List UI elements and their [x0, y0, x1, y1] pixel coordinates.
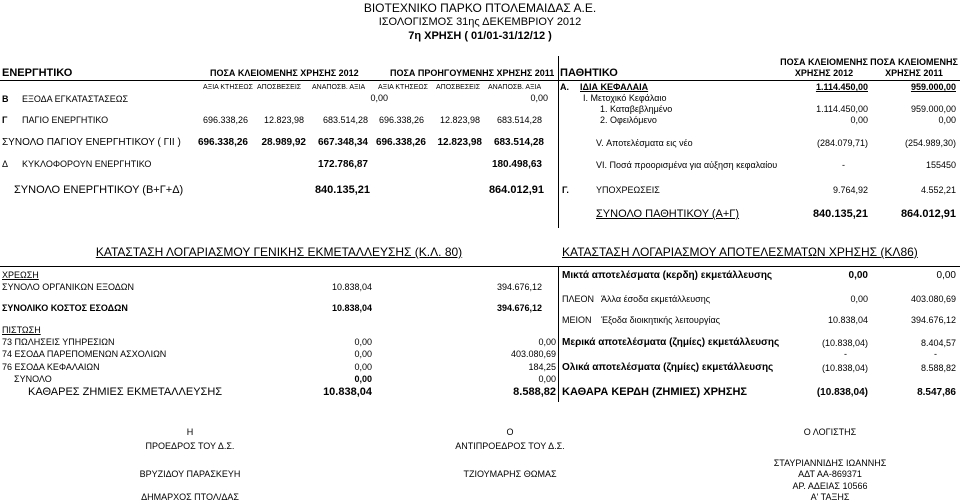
plus-label: ΠΛΕΟΝ [562, 294, 595, 304]
assets-total-2011: 864.012,91 [488, 184, 544, 196]
sig3-line1: Ο ΛΟΓΙΣΤΗΣ [803, 427, 857, 437]
admin-expenses-2011: 394.676,12 [910, 315, 956, 325]
net-loss-label: ΚΑΘΑΡΕΣ ΖΗΜΙΕΣ ΕΚΜΕΤΑΛΛΕΥΣΗΣ [28, 386, 223, 398]
value-a-2011: 959.000,00 [910, 82, 956, 92]
partial-results-2011: 8.404,57 [920, 338, 956, 348]
sub-col: ΑΞΙΑ ΚΤΗΣΕΩΣ [203, 84, 253, 91]
partial-results-2012: (10.838,04) [821, 338, 868, 348]
sub-col: ΑΠΟΣΒΕΣΕΙΣ [257, 84, 302, 91]
value-b-2012: 0,00 [370, 93, 388, 103]
sig3-line5: Α' ΤΑΞΗΣ [810, 492, 850, 502]
general-ops-title: ΚΑΤΑΣΤΑΣΗ ΛΟΓΑΡΙΑΣΜΟΥ ΓΕΝΙΚΗΣ ΕΚΜΕΤΑΛΛΕΥΣΗΣ (Κ.Λ. 80) [95, 245, 463, 259]
value-i1-2012: 1.114.450,00 [816, 104, 868, 114]
row-label-g: Γ [2, 115, 8, 125]
net-loss-2012: 10.838,04 [323, 386, 372, 398]
assets-title: ΕΝΕΡΓΗΤΙΚΟ [2, 67, 73, 79]
sig3-line3: ΑΔΤ ΑΑ-869371 [798, 469, 862, 479]
row-label-d: Δ [2, 159, 9, 169]
value-vi-2011: 155450 [925, 160, 956, 170]
row-76-2011: 184,25 [528, 362, 556, 372]
liabilities-total-2012: 840.135,21 [812, 208, 868, 220]
total-cost-label: ΣΥΝΟΛΙΚΟ ΚΟΣΤΟΣ ΕΣΟΔΩΝ [2, 303, 128, 313]
row-76-2012: 0,00 [354, 362, 372, 372]
value-d-2012: 172.786,87 [317, 159, 368, 170]
value-b-2011: 0,00 [530, 93, 548, 103]
total-cost-2011: 394.676,12 [496, 303, 542, 313]
credit-label: ΠΙΣΤΩΣΗ [2, 325, 41, 335]
credit-sum-2012: 0,00 [354, 374, 372, 384]
net-profit-2011: 8.547,86 [917, 387, 956, 398]
net-loss-2011: 8.588,82 [513, 386, 556, 398]
row-text-a: ΙΔΙΑ ΚΕΦΑΛΑΙΑ [580, 82, 649, 92]
total-cost-2012: 10.838,04 [331, 303, 372, 313]
minus-label: ΜΕΙΟΝ [562, 315, 592, 325]
value-vi-2012: - [842, 160, 845, 170]
partial-results-label: Μερικά αποτελέσματα (ζημίες) εκμετάλλευσης [562, 337, 780, 348]
value-a-2012: 1.114.450,00 [815, 82, 868, 92]
sig2-line1: Ο [506, 427, 514, 437]
sig1-line1: Η [186, 427, 194, 437]
dash-2011: - [934, 349, 937, 359]
admin-expenses-2012: 10.838,04 [827, 315, 868, 325]
value-liab-g-2012: 9.764,92 [832, 185, 868, 195]
fixed-value: 696.338,26 [197, 137, 248, 148]
row-text-v: V. Αποτελέσματα εις νέο [596, 138, 693, 148]
other-income-2012: 0,00 [850, 294, 868, 304]
assets-col-2012: ΠΟΣΑ ΚΛΕΙΟΜΕΝΗΣ ΧΡΗΣΗΣ 2012 [210, 68, 359, 78]
value-g: 696.338,26 [202, 115, 248, 125]
value-g: 12.823,98 [439, 115, 480, 125]
fiscal-period: 7η ΧΡΗΣΗ ( 01/01-31/12/12 ) [408, 30, 552, 42]
row-text-liab-g: ΥΠΟΧΡΕΩΣΕΙΣ [596, 185, 660, 195]
header-divider [0, 80, 960, 81]
liabilities-total-label: ΣΥΝΟΛΟ ΠΑΘΗΤΙΚΟΥ (Α+Γ) [596, 208, 740, 220]
sub-col: ΑΝΑΠΟΣΒ. ΑΞΙΑ [488, 84, 542, 91]
value-v-2012: (284.079,71) [816, 138, 868, 148]
sig2-line2: ΑΝΤΙΠΡΟΕΔΡΟΣ ΤΟΥ Δ.Σ. [455, 441, 565, 451]
dash-2012: - [844, 349, 847, 359]
row-text-i2: 2. Οφειλόμενο [600, 115, 657, 125]
row-label-liab-g: Γ. [562, 185, 569, 195]
assets-total-label: ΣΥΝΟΛΟ ΕΝΕΡΓΗΤΙΚΟΥ (Β+Γ+Δ) [14, 184, 184, 196]
other-income-label: Άλλα έσοδα εκμετάλλευσης [601, 294, 711, 304]
value-i1-2011: 959.000,00 [910, 104, 956, 114]
row-text-i: I. Μετοχικό Κεφάλαιο [583, 93, 667, 103]
assets-col-2011: ΠΟΣΑ ΠΡΟΗΓΟΥΜΕΝΗΣ ΧΡΗΣΗΣ 2011 [390, 68, 555, 78]
fixed-value: 28.989,92 [261, 137, 306, 148]
value-d-2011: 180.498,63 [491, 159, 542, 170]
total-results-2011: 8.588,82 [920, 363, 956, 373]
liab-col-2012: ΠΟΣΑ ΚΛΕΙΟΜΕΝΗΣ ΧΡΗΣΗΣ 2012 [780, 57, 868, 78]
value-liab-g-2011: 4.552,21 [920, 185, 956, 195]
net-profit-2012: (10.838,04) [816, 387, 868, 398]
assets-total-2012: 840.135,21 [314, 184, 370, 196]
row-text-g: ΠΑΓΙΟ ΕΝΕΡΓΗΤΙΚΟ [22, 115, 109, 125]
net-profit-label: ΚΑΘΑΡΑ ΚΕΡΔΗ (ΖΗΜΙΕΣ) ΧΡΗΣΗΣ [562, 386, 747, 398]
credit-sum-label: ΣΥΝΟΛΟ [14, 374, 52, 384]
sig1-line4: ΔΗΜΑΡΧΟΣ ΠΤΟΛ/ΔΑΣ [141, 492, 239, 502]
total-results-2012: (10.838,04) [821, 363, 868, 373]
liabilities-total-2011: 864.012,91 [900, 208, 956, 220]
fixed-value: 12.823,98 [437, 137, 482, 148]
section-divider [558, 56, 559, 228]
value-g: 12.823,98 [263, 115, 304, 125]
debit-label: ΧΡΕΩΣΗ [2, 270, 39, 280]
row-73-label: 73 ΠΩΛΗΣΕΙΣ ΥΠΗΡΕΣΙΩΝ [2, 337, 115, 347]
row-74-2011: 403.080,69 [510, 349, 556, 359]
value-g: 683.514,28 [322, 115, 368, 125]
gross-results-2012: 0,00 [848, 270, 868, 281]
other-income-2011: 403.080,69 [910, 294, 956, 304]
liab-col-2011: ΠΟΣΑ ΚΛΕΙΟΜΕΝΗΣ ΧΡΗΣΗΣ 2011 [870, 57, 958, 78]
value-g: 696.338,26 [378, 115, 424, 125]
row-73-2012: 0,00 [354, 337, 372, 347]
value-i2-2012: 0,00 [850, 115, 868, 125]
row-76-label: 76 ΕΣΟΔΑ ΚΕΦΑΛΑΙΩΝ [2, 362, 100, 372]
sig3-line4: ΑΡ. ΑΔΕΙΑΣ 10566 [792, 481, 868, 491]
fixed-assets-total-label: ΣΥΝΟΛΟ ΠΑΓΙΟΥ ΕΝΕΡΓΗΤΙΚΟΥ ( ΓΙΙ ) [2, 137, 181, 148]
company-name: ΒΙΟΤΕΧΝΙΚΟ ΠΑΡΚΟ ΠΤΟΛΕΜΑΙΔΑΣ Α.Ε. [363, 1, 597, 15]
total-results-label: Ολικά αποτελέσματα (ζημίες) εκμετάλλευσης [562, 362, 774, 373]
sub-col: ΑΠΟΣΒΕΣΕΙΣ [436, 84, 481, 91]
row-text-b: ΕΞΟΔΑ ΕΓΚΑΤΑΣΤΑΣΕΩΣ [22, 94, 129, 104]
sig1-line3: ΒΡΥΖΙΔΟΥ ΠΑΡΑΣΚΕΥΗ [139, 469, 241, 479]
row-74-2012: 0,00 [354, 349, 372, 359]
gross-results-2011: 0,00 [936, 270, 956, 281]
row-74-label: 74 ΕΣΟΔΑ ΠΑΡΕΠΟΜΕΝΩΝ ΑΣΧΟΛΙΩΝ [2, 349, 167, 359]
fixed-value: 696.338,26 [375, 137, 426, 148]
row-text-vi: VI. Ποσά προορισμένα για αύξηση κεφαλαίου [596, 160, 778, 170]
org-expenses-label: ΣΥΝΟΛΟ ΟΡΓΑΝΙΚΩΝ ΕΞΟΔΩΝ [2, 282, 134, 292]
row-label-a: Α. [560, 82, 569, 92]
value-i2-2011: 0,00 [938, 115, 956, 125]
sub-col: ΑΝΑΠΟΣΒ. ΑΞΙΑ [312, 84, 366, 91]
sig2-line3: ΤΖΙΟΥΜΑΡΗΣ ΘΩΜΑΣ [463, 469, 557, 479]
row-label-b: Β [2, 94, 9, 104]
fixed-value: 667.348,34 [317, 137, 368, 148]
balance-sheet-title: ΙΣΟΛΟΓΙΣΜΟΣ 31ης ΔΕΚΕΜΒΡΙΟΥ 2012 [378, 16, 582, 28]
credit-sum-2011: 0,00 [538, 374, 556, 384]
org-expenses-2011: 394.676,12 [496, 282, 542, 292]
results-title: ΚΑΤΑΣΤΑΣΗ ΛΟΓΑΡΙΑΣΜΟΥ ΑΠΟΤΕΛΕΣΜΑΤΩΝ ΧΡΗΣΗΣ (ΚΛ86) [562, 245, 918, 259]
row-73-2011: 0,00 [538, 337, 556, 347]
liabilities-title: ΠΑΘΗΤΙΚΟ [560, 67, 618, 79]
value-v-2011: (254.989,30) [904, 138, 956, 148]
admin-expenses-label: Έξοδα διοικητικής λειτουργίας [601, 315, 721, 325]
sig1-line2: ΠΡΟΕΔΡΟΣ ΤΟΥ Δ.Σ. [145, 441, 235, 451]
org-expenses-2012: 10.838,04 [331, 282, 372, 292]
sig3-line2: ΣΤΑΥΡΙΑΝΝΙΔΗΣ ΙΩΑΝΝΗΣ [773, 458, 887, 468]
value-g: 683.514,28 [496, 115, 542, 125]
row-text-i1: 1. Καταβεβλημένο [600, 104, 673, 114]
sub-col: ΑΞΙΑ ΚΤΗΣΕΩΣ [378, 84, 428, 91]
gross-results-label: Μικτά αποτελέσματα (κερδη) εκμετάλλευσης [562, 270, 773, 281]
row-text-d: ΚΥΚΛΟΦΟΡΟΥΝ ΕΝΕΡΓΗΤΙΚΟ [22, 159, 152, 169]
income-section-divider [558, 266, 559, 402]
fixed-value: 683.514,28 [493, 137, 544, 148]
income-divider [0, 266, 960, 267]
